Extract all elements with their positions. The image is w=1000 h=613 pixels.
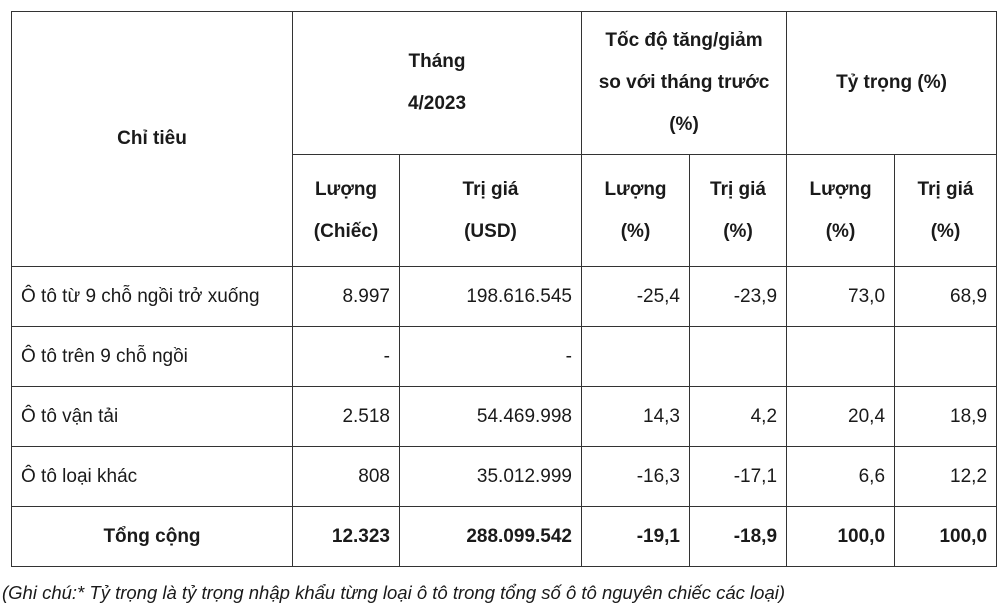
cell-change-value xyxy=(690,327,787,387)
cell-value: 198.616.545 xyxy=(400,267,582,327)
cell-share-quantity: 6,6 xyxy=(787,447,895,507)
cell-change-quantity: -16,3 xyxy=(582,447,690,507)
header-month-label: Tháng xyxy=(408,51,466,72)
subheader-label: Trị giá xyxy=(710,178,766,200)
total-quantity: 12.323 xyxy=(293,507,400,567)
subheader-change-value xyxy=(690,155,787,267)
subheader-label: Trị giá xyxy=(917,178,974,200)
subheader-month-quantity xyxy=(293,155,400,267)
cell-quantity: - xyxy=(293,327,400,387)
cell-value: 35.012.999 xyxy=(400,447,582,507)
total-change-value: -18,9 xyxy=(690,507,787,567)
cell-share-quantity: 73,0 xyxy=(787,267,895,327)
subheader-label: Lượng xyxy=(604,178,667,200)
row-label: Ô tô trên 9 chỗ ngồi xyxy=(12,327,293,387)
header-month-value: 4/2023 xyxy=(407,93,467,114)
cell-quantity: 2.518 xyxy=(293,387,400,447)
header-change-line3: (%) xyxy=(669,114,699,135)
header-change-line1: Tốc độ tăng/giảm xyxy=(605,30,763,51)
subheader-label: Lượng xyxy=(314,178,378,200)
subheader-unit: (Chiếc) xyxy=(313,220,379,242)
row-label: Ô tô vận tải xyxy=(12,387,293,447)
cell-share-value xyxy=(895,327,997,387)
total-change-quantity: -19,1 xyxy=(582,507,690,567)
subheader-change-quantity xyxy=(582,155,690,267)
cell-share-value: 12,2 xyxy=(895,447,997,507)
subheader-label: Trị giá xyxy=(462,178,519,200)
subheader-unit: (%) xyxy=(825,220,856,242)
subheader-label: Lượng xyxy=(809,178,872,200)
subheader-unit: (%) xyxy=(620,220,651,242)
header-indicator: Chỉ tiêu xyxy=(12,12,293,267)
header-change-group xyxy=(582,12,787,155)
header-month-group xyxy=(293,12,582,155)
import-table xyxy=(11,11,997,567)
cell-quantity: 8.997 xyxy=(293,267,400,327)
cell-change-value: 4,2 xyxy=(690,387,787,447)
cell-share-quantity: 20,4 xyxy=(787,387,895,447)
table-row xyxy=(12,327,997,387)
total-share-quantity: 100,0 xyxy=(787,507,895,567)
total-label: Tổng cộng xyxy=(12,507,293,567)
row-label: Ô tô từ 9 chỗ ngồi trở xuống xyxy=(12,267,293,327)
table-row xyxy=(12,387,997,447)
cell-share-quantity xyxy=(787,327,895,387)
cell-share-value: 68,9 xyxy=(895,267,997,327)
cell-change-quantity xyxy=(582,327,690,387)
cell-value: - xyxy=(400,327,582,387)
cell-change-quantity: 14,3 xyxy=(582,387,690,447)
cell-change-quantity: -25,4 xyxy=(582,267,690,327)
header-share-group: Tỷ trọng (%) xyxy=(787,12,997,155)
cell-change-value: -17,1 xyxy=(690,447,787,507)
subheader-unit: (%) xyxy=(930,220,961,242)
header-change-line2: so với tháng trước xyxy=(598,72,770,93)
table-row xyxy=(12,267,997,327)
table-row xyxy=(12,447,997,507)
cell-quantity: 808 xyxy=(293,447,400,507)
subheader-unit: (USD) xyxy=(464,220,517,242)
subheader-share-value xyxy=(895,155,997,267)
subheader-month-value xyxy=(400,155,582,267)
cell-change-value: -23,9 xyxy=(690,267,787,327)
total-share-value: 100,0 xyxy=(895,507,997,567)
subheader-share-quantity xyxy=(787,155,895,267)
cell-value: 54.469.998 xyxy=(400,387,582,447)
subheader-unit: (%) xyxy=(723,220,753,242)
footnote: (Ghi chú:* Tỷ trọng là tỷ trọng nhập khẩu từng loại ô tô trong tổng số ô tô nguyên chiếc các loại) xyxy=(2,582,786,603)
row-label: Ô tô loại khác xyxy=(12,447,293,507)
cell-share-value: 18,9 xyxy=(895,387,997,447)
total-value: 288.099.542 xyxy=(400,507,582,567)
total-row xyxy=(12,507,997,567)
